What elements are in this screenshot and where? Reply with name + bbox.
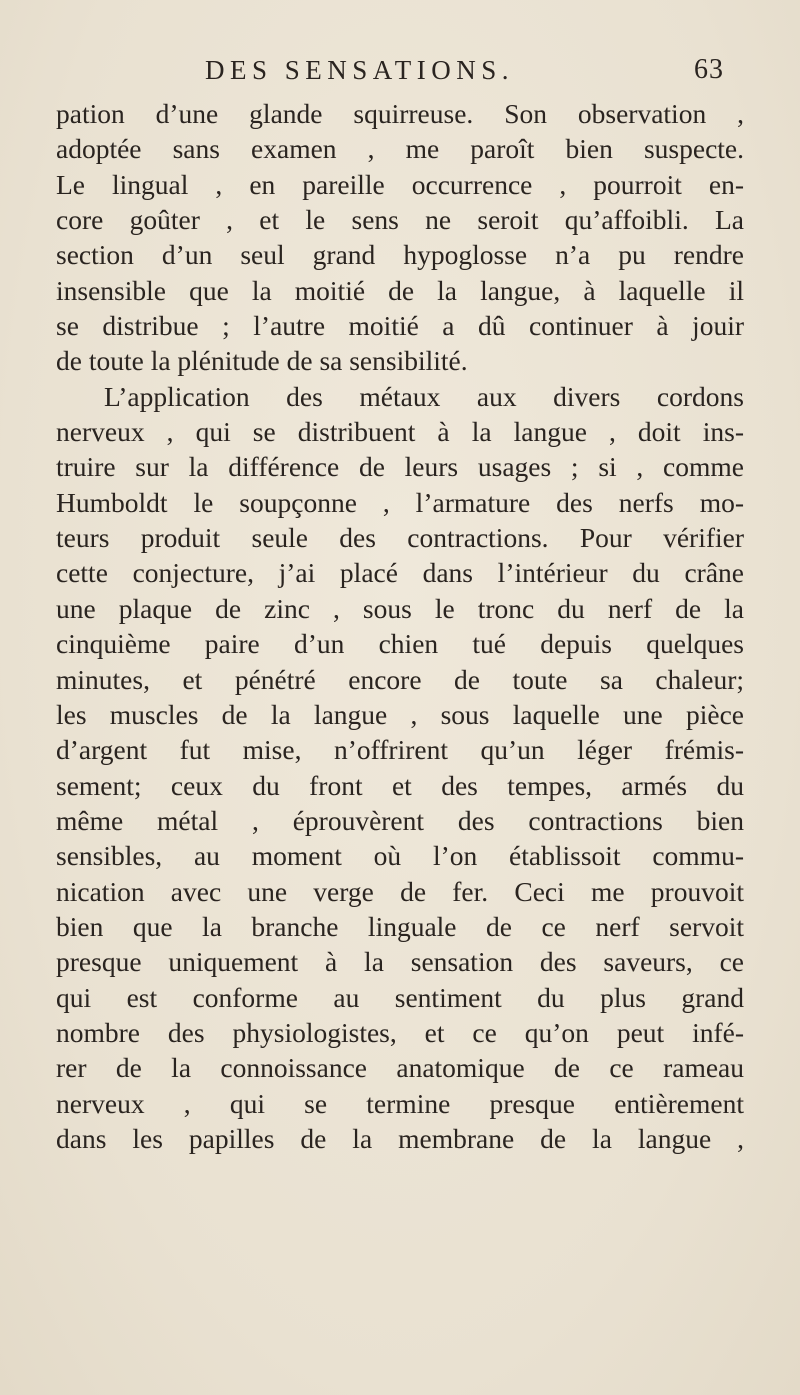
running-head	[0, 50, 800, 90]
text-line: même métal , éprouvèrent des contractions bien	[56, 804, 744, 836]
text-line: une plaque de zinc , sous le tronc du nerf de la	[56, 592, 744, 624]
text-line: adoptée sans examen , me paroît bien suspecte.	[56, 133, 744, 165]
text-line: Le lingual , en pareille occurrence , pourroit en-	[56, 168, 744, 200]
text-line: sement; ceux du front et des tempes, armés du	[56, 769, 744, 801]
text-line: rer de la connoissance anatomique de ce rameau	[56, 1052, 744, 1084]
page-number: 63	[694, 54, 724, 85]
text-line: dans les papilles de la membrane de la langue ,	[56, 1122, 744, 1154]
text-line: nombre des physiologistes, et ce qu’on peut infé-	[56, 1016, 744, 1048]
text-line: nerveux , qui se distribuent à la langue , doit ins-	[56, 416, 744, 448]
text-line: nerveux , qui se termine presque entièrement	[56, 1087, 744, 1119]
text-line: nication avec une verge de fer. Ceci me prouvoit	[56, 875, 744, 907]
text-line: truire sur la différence de leurs usages ; si , comme	[56, 451, 744, 483]
text-line: presque uniquement à la sensation des saveurs, ce	[56, 946, 744, 978]
body-text	[56, 96, 744, 1156]
paragraph-start-line: L’application des métaux aux divers cordons	[104, 380, 744, 412]
text-line: section d’un seul grand hypoglosse n’a pu rendre	[56, 239, 744, 271]
text-line: sensibles, au moment où l’on établissoit commu-	[56, 840, 744, 872]
running-title: DES SENSATIONS.	[205, 55, 515, 85]
text-line: insensible que la moitié de la langue, à laquelle il	[56, 274, 744, 306]
text-line: pation d’une glande squirreuse. Son observation ,	[56, 98, 744, 129]
text-line: bien que la branche linguale de ce nerf servoit	[56, 910, 744, 942]
text-line: qui est conforme au sentiment du plus grand	[56, 981, 744, 1013]
text-line: minutes, et pénétré encore de toute sa chaleur;	[56, 663, 744, 695]
text-line: se distribue ; l’autre moitié a dû continuer à jouir	[56, 310, 744, 342]
text-line: les muscles de la langue , sous laquelle une pièce	[56, 698, 744, 730]
text-line: core goûter , et le sens ne seroit qu’affoibli. La	[56, 204, 744, 236]
text-line: cette conjecture, j’ai placé dans l’intérieur du crâne	[56, 557, 744, 589]
text-line: de toute la plénitude de sa sensibilité.	[56, 345, 468, 377]
text-line: cinquième paire d’un chien tué depuis quelques	[56, 628, 744, 660]
text-line: d’argent fut mise, n’offrirent qu’un léger frémis-	[56, 734, 744, 766]
text-line: Humboldt le soupçonne , l’armature des nerfs mo-	[56, 486, 744, 518]
text-line: teurs produit seule des contractions. Pour vérifier	[56, 522, 744, 554]
